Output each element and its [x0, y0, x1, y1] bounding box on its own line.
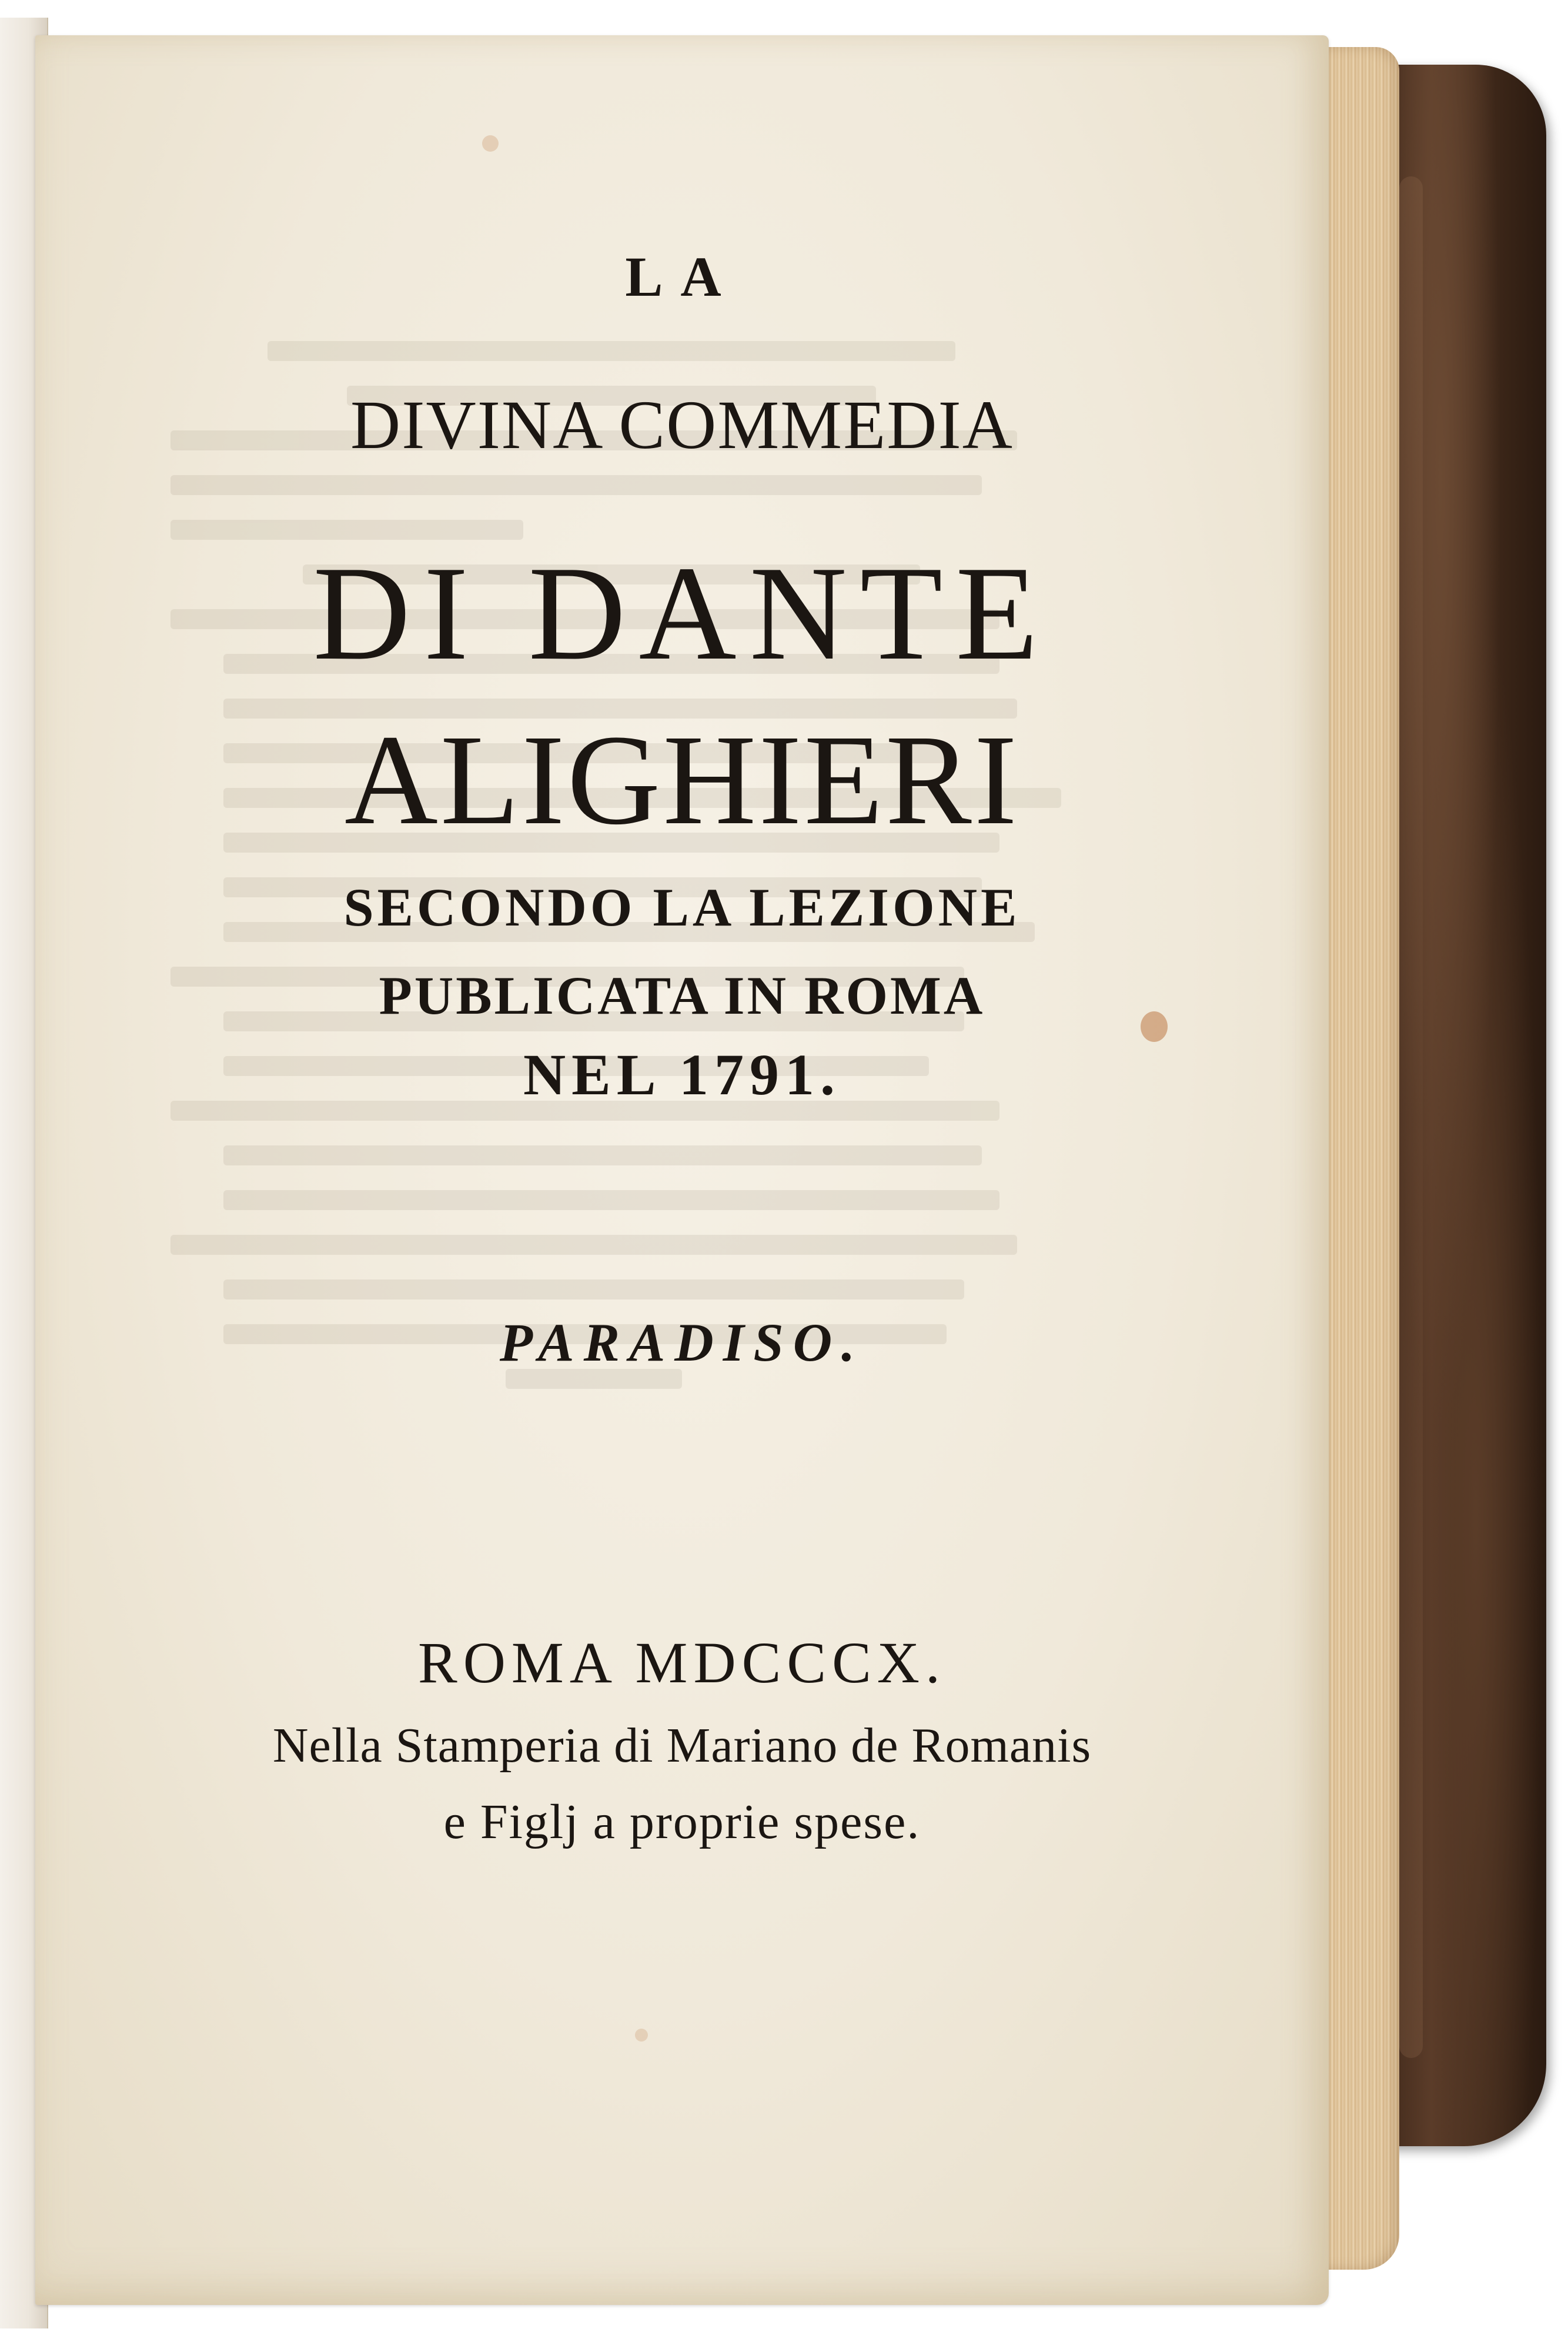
section-paradiso: PARADISO.	[499, 1312, 865, 1372]
title-text-block	[35, 0, 1329, 2270]
title-alighieri: ALIGHIERI	[345, 708, 1019, 851]
title-la: LA	[625, 245, 739, 308]
subtitle-publicata: PUBLICATA IN ROMA	[379, 965, 985, 1025]
subtitle-nel-1791: NEL 1791.	[523, 1042, 841, 1107]
title-di-dante: DI DANTE	[313, 538, 1051, 688]
binding-highlight	[1399, 176, 1423, 2058]
imprint-printer: Nella Stamperia di Mariano de Romanis	[272, 1718, 1092, 1773]
subtitle-secondo: SECONDO LA LEZIONE	[343, 877, 1021, 937]
imprint-publisher: e Figlj a proprie spese.	[443, 1795, 921, 1849]
imprint-roma: ROMA MDCCCX.	[418, 1630, 946, 1695]
title-divina-commedia: DIVINA COMMEDIA	[350, 386, 1014, 463]
